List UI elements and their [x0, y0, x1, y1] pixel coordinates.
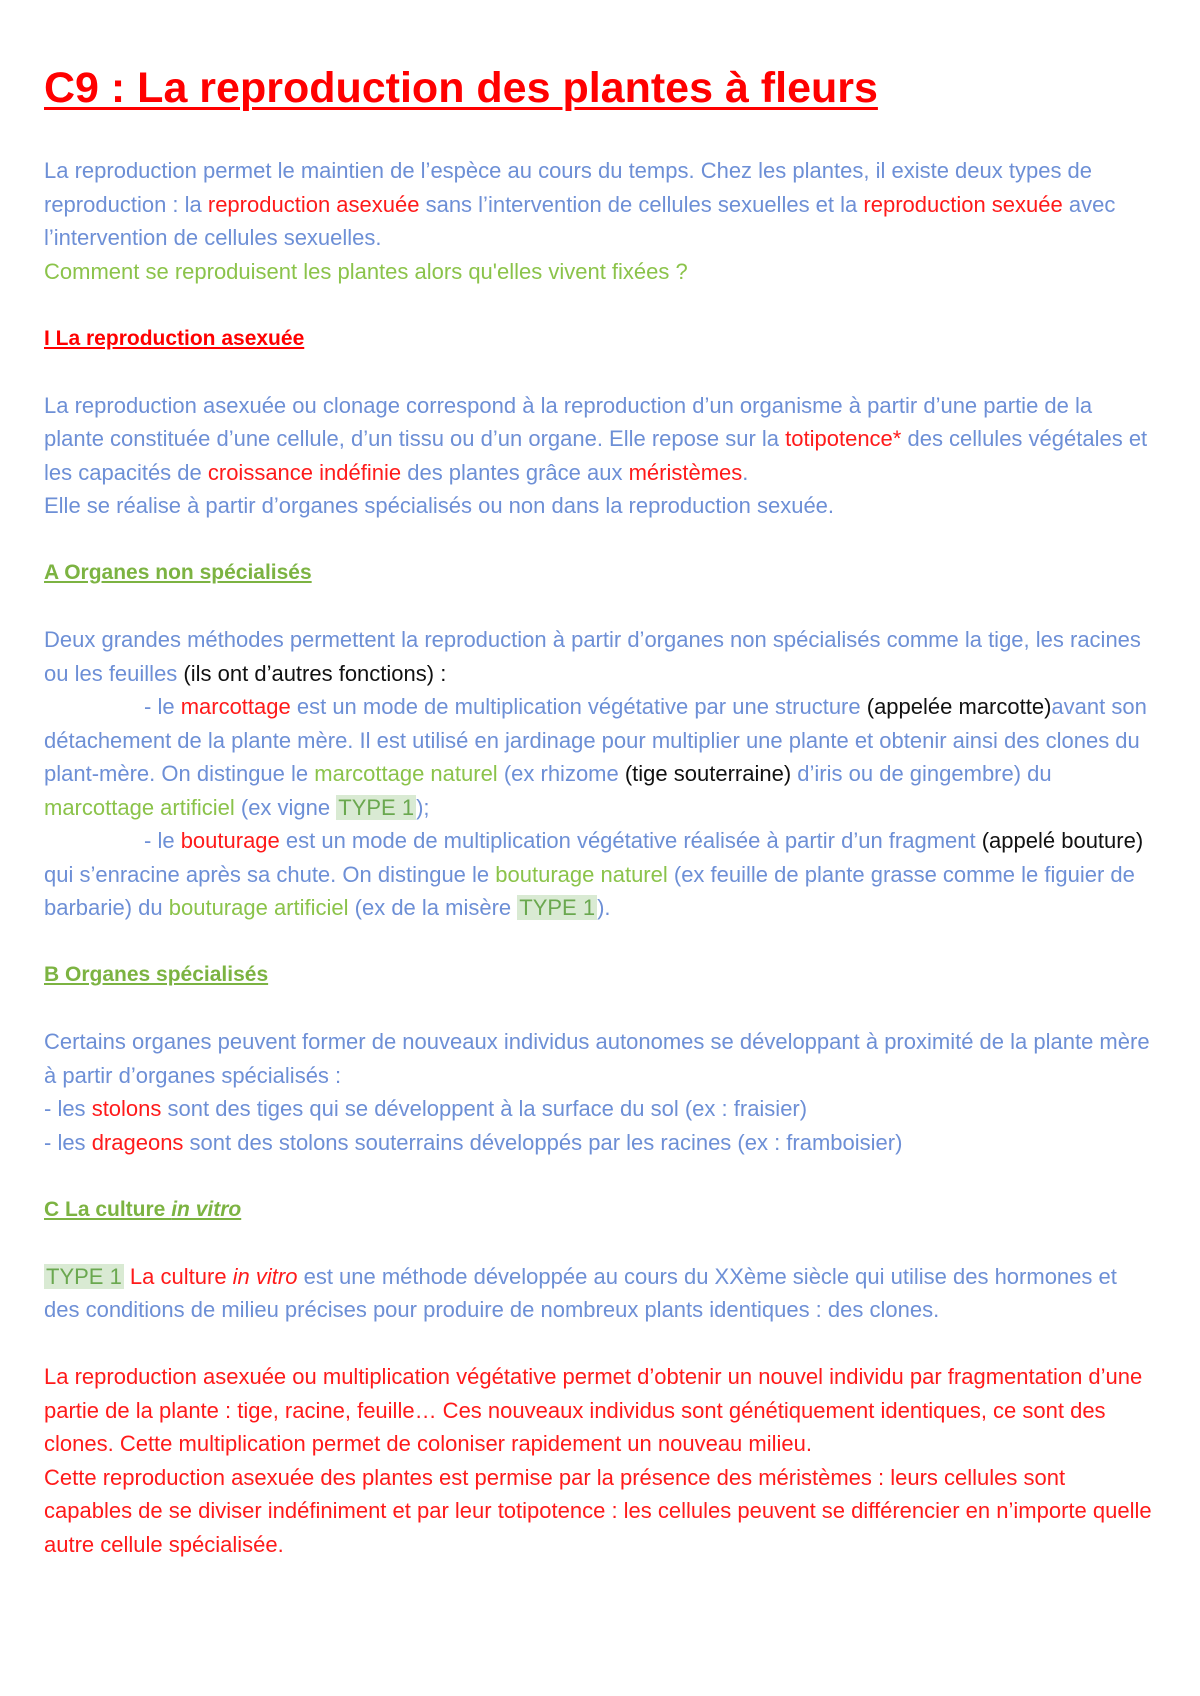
bouturage-text: (appelé bouture): [981, 828, 1144, 853]
sectionA-text: (ils ont d’autres fonctions) :: [183, 660, 447, 686]
marcottage-text: );: [416, 794, 430, 820]
marcottage-item: [44, 690, 1156, 824]
section1-paragraph: [44, 389, 1156, 490]
keyword-sexual: reproduction sexuée: [863, 191, 1063, 217]
section-heading-non-specialized: A Organes non spécialisés: [44, 561, 312, 584]
drageons-text: sont des stolons souterrains développés par les racines (ex : framboisier): [183, 1129, 903, 1155]
sectionA-text: Deux grandes méthodes permettent la reproduction à partir d’organes non spécialisés comme la tige, les racines ou les feuilles: [44, 627, 1141, 686]
stolons-text: sont des tiges qui se développent à la surface du sol (ex : fraisier): [161, 1096, 808, 1121]
summary-paragraph-2: Cette reproduction asexuée des plantes est permise par la présence des méristèmes : leurs cellules sont capables de se diviser indéfiniment et par leur totipotence : les cellules peuvent se différencier en n’importe quelle autre cellule spécialisée.: [44, 1464, 1152, 1557]
bouturage-text: est un mode de multiplication végétative réalisée à partir d’un fragment: [279, 828, 982, 853]
keyword-natural-cutting: bouturage naturel: [495, 861, 668, 887]
section1-paragraph-2: Elle se réalise à partir d’organes spécialisés ou non dans la reproduction sexuée.: [44, 493, 835, 518]
type-badge: TYPE 1: [519, 895, 596, 920]
keyword-artificial-cutting: bouturage artificiel: [168, 895, 349, 920]
drageons-item: [44, 1126, 1156, 1160]
bouturage-text: (ex de la misère: [348, 895, 518, 920]
intro-text: avec l’intervention de cellules sexuelles.: [44, 191, 1116, 250]
keyword-drageons: drageons: [91, 1129, 184, 1155]
keyword-asexual: reproduction asexuée: [207, 191, 420, 217]
summary-paragraph-1: La reproduction asexuée ou multiplication végétative permet d’obtenir un nouvel individu par fragmentation d’une partie de la plante : tige, racine, feuille… Ces nouveaux individus sont génétiquement identiques, ce sont des clones. Cette multiplication permet de coloniser rapidement un nouveau milieu.: [44, 1364, 1143, 1456]
marcottage-text: (tige souterraine): [624, 761, 792, 786]
marcottage-text: (ex vigne: [234, 794, 337, 820]
keyword-growth: croissance indéfinie: [207, 459, 402, 485]
intro-text: sans l’intervention de cellules sexuelles et la: [419, 191, 864, 217]
marcottage-text: (appelée marcotte): [866, 694, 1052, 719]
keyword-stolons: stolons: [91, 1096, 162, 1121]
heading-text: C La culture: [44, 1197, 172, 1221]
stolons-item: [44, 1092, 1156, 1126]
marcottage-text: d’iris ou de gingembre) du: [791, 761, 1052, 786]
keyword-artificial-layering: marcottage artificiel: [44, 794, 235, 820]
intro-text: La reproduction permet le maintien de l’espèce au cours du temps. Chez les plantes, il existe deux types de reproduction : la: [44, 158, 1093, 217]
bouturage-text: ).: [597, 895, 611, 920]
sectionA-paragraph: [44, 623, 1156, 690]
type-badge: TYPE 1: [46, 1263, 122, 1289]
sectionC-text: est une méthode développée au cours du XXème siècle qui utilise des hormones et des conditions de milieu précises pour produire de nombreux plants identiques : des clones.: [44, 1263, 1117, 1322]
section1-text: .: [742, 459, 749, 485]
bouturage-text: qui s’enracine après sa chute. On distingue le: [44, 861, 496, 887]
marcottage-text: avant son détachement de la plante mère. Il est utilisé en jardinage pour multiplier une plante et obtenir ainsi des clones du plant-mère. On distingue le: [44, 694, 1147, 786]
intro-question: Comment se reproduisent les plantes alors qu'elles vivent fixées ?: [44, 258, 688, 284]
keyword-culture: culture: [160, 1263, 233, 1289]
section1-text: La reproduction asexuée ou clonage correspond à la reproduction d’un organisme à partir d’une partie de la plante constituée d’une cellule, d’un tissu ou d’un organe. Elle repose sur la: [44, 392, 1093, 451]
page-title: C9 : La reproduction des plantes à fleurs: [44, 64, 878, 112]
keyword-in-vitro: in vitro: [232, 1263, 298, 1289]
section-heading-asexual: I La reproduction asexuée: [44, 326, 305, 350]
marcottage-text: est un mode de multiplication végétative par une structure: [290, 694, 867, 719]
heading-italic: in vitro: [171, 1197, 242, 1221]
type-badge: TYPE 1: [338, 794, 415, 820]
keyword-totipotence: totipotence*: [785, 426, 902, 451]
list-dash: - les: [44, 1096, 92, 1121]
section1-text: des plantes grâce aux: [401, 459, 629, 485]
list-dash: - le: [144, 828, 181, 853]
marcottage-text: (ex rhizome: [497, 761, 625, 786]
list-dash: - les: [44, 1129, 92, 1155]
section-heading-in-vitro: [44, 1193, 1156, 1227]
keyword-marcottage: marcottage: [180, 694, 291, 719]
section-heading-specialized: B Organes spécialisés: [44, 963, 269, 986]
sectionC-text: La: [123, 1263, 161, 1289]
keyword-natural-layering: marcottage naturel: [314, 761, 498, 786]
keyword-bouturage: bouturage: [180, 828, 280, 853]
section1-text: des cellules végétales et les capacités de: [44, 426, 1148, 485]
sectionB-paragraph: Certains organes peuvent former de nouveaux individus autonomes se développant à proximité de la plante mère à partir d’organes spécialisés :: [44, 1029, 1150, 1088]
bouturage-text: (ex feuille de plante grasse comme le figuier de barbarie) du: [44, 861, 1135, 920]
list-dash: - le: [144, 694, 181, 719]
sectionC-paragraph: [44, 1260, 1156, 1327]
keyword-meristems: méristèmes: [628, 459, 743, 485]
bouturage-item: [44, 824, 1156, 925]
intro-paragraph: [44, 154, 1156, 255]
